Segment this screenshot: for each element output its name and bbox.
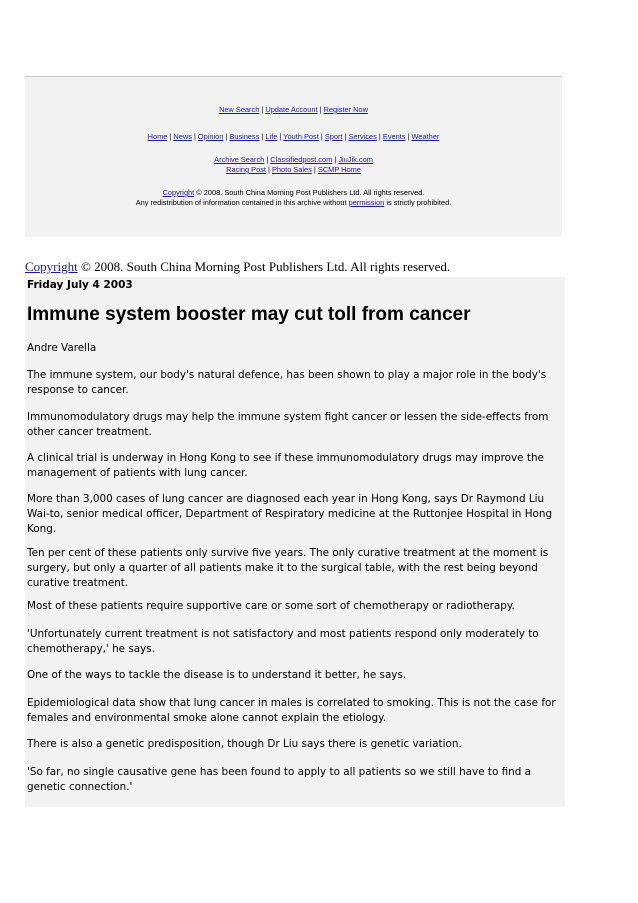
header-link-home[interactable]: Home xyxy=(147,132,168,141)
header-link-register-now[interactable]: Register Now xyxy=(323,105,368,114)
header-text: | xyxy=(376,132,383,141)
header-text: © 2008. South China Morning Post Publishers Ltd. All rights reserved. xyxy=(194,188,425,197)
header-text: | xyxy=(332,155,339,164)
header-text: | xyxy=(259,105,266,114)
header-link-racing-post[interactable]: Racing Post xyxy=(226,165,266,174)
header-link-archive-search[interactable]: Archive Search xyxy=(214,155,265,164)
header-text: | xyxy=(191,132,198,141)
article-date: Friday July 4 2003 xyxy=(27,279,133,291)
header-link-events[interactable]: Events xyxy=(382,132,406,141)
copyright-text: © 2008. South China Morning Post Publishers Ltd. All rights reserved. xyxy=(77,259,451,274)
byline: Andre Varella xyxy=(27,342,97,354)
header-link-youth-post[interactable]: Youth Post xyxy=(283,132,319,141)
article-headline: Immune system booster may cut toll from cancer xyxy=(27,304,471,325)
header-text: | xyxy=(167,132,174,141)
header-text: | xyxy=(342,132,349,141)
header-link-sport[interactable]: Sport xyxy=(324,132,343,141)
header-link-opinion[interactable]: Opinion xyxy=(197,132,224,141)
header-link-photo-sales[interactable]: Photo Sales xyxy=(272,165,312,174)
header-text: | xyxy=(318,132,325,141)
header-row-redistribution xyxy=(25,198,562,207)
header-row-archive xyxy=(25,155,562,164)
header-link-jiujik-com[interactable]: JiuJik.com xyxy=(338,155,373,164)
header-link-news[interactable]: News xyxy=(173,132,192,141)
paragraph: Ten per cent of these patients only survive five years. The only curative treatment at the moment is surgery, but only a quarter of all patients make it to the surgical table, with the rest being beyond curative treatment. xyxy=(27,547,549,589)
header-link-business[interactable]: Business xyxy=(229,132,260,141)
header-link-weather[interactable]: Weather xyxy=(411,132,440,141)
header-text: Any redistribution of information contained in this archive without xyxy=(135,198,349,207)
header-link-new-search[interactable]: New Search xyxy=(219,105,260,114)
header-text: | xyxy=(265,165,272,174)
paragraph: Most of these patients require supportive care or some sort of chemotherapy or radiotherapy. xyxy=(27,600,515,612)
header-text: | xyxy=(405,132,412,141)
header-row-copyright xyxy=(25,188,562,197)
header-link-scmp-home[interactable]: SCMP Home xyxy=(317,165,361,174)
article-body xyxy=(25,277,565,807)
copyright-link[interactable]: Copyright xyxy=(25,259,78,274)
header-link-classifiedpost-com[interactable]: Classifiedpost.com xyxy=(270,155,333,164)
paragraph: One of the ways to tackle the disease is to understand it better, he says. xyxy=(27,669,407,681)
header-text: | xyxy=(264,155,271,164)
header-text: | xyxy=(277,132,284,141)
header-link-update-account[interactable]: Update Account xyxy=(265,105,318,114)
copyright-notice xyxy=(25,259,450,275)
header-row-services xyxy=(25,165,562,174)
header-link-services[interactable]: Services xyxy=(348,132,377,141)
paragraph: More than 3,000 cases of lung cancer are diagnosed each year in Hong Kong, says Dr Raymond Liu Wai-to, senior medical officer, Department of Respiratory medicine at the Ruttonjee Hospital in Hong Kong. xyxy=(27,493,553,535)
paragraph: The immune system, our body's natural defence, has been shown to play a major role in the body's response to cancer. xyxy=(27,369,547,396)
paragraph: There is also a genetic predisposition, though Dr Liu says there is genetic variation. xyxy=(27,738,462,750)
archive-header xyxy=(25,76,562,237)
header-link-life[interactable]: Life xyxy=(265,132,278,141)
paragraph: 'Unfortunately current treatment is not satisfactory and most patients respond only moderately to chemotherapy,' he says. xyxy=(27,628,539,655)
header-link-copyright[interactable]: Copyright xyxy=(162,188,195,197)
paragraph: 'So far, no single causative gene has been found to apply to all patients so we still have to find a genetic connection.' xyxy=(27,766,532,793)
header-row-sections xyxy=(25,132,562,141)
header-text: | xyxy=(223,132,230,141)
paragraph: Epidemiological data show that lung cancer in males is correlated to smoking. This is not the case for females and environmental smoke alone cannot explain the etiology. xyxy=(27,697,556,724)
header-row-account xyxy=(25,105,562,114)
header-text: | xyxy=(259,132,266,141)
paragraph: A clinical trial is underway in Hong Kong to see if these immunomodulatory drugs may improve the management of patients with lung cancer. xyxy=(27,452,544,479)
header-text: is strictly prohibited. xyxy=(384,198,452,207)
header-link-permission[interactable]: permission xyxy=(348,198,385,207)
header-text: | xyxy=(311,165,318,174)
header-text: | xyxy=(317,105,324,114)
paragraph: Immunomodulatory drugs may help the immune system fight cancer or lessen the side-effects from other cancer treatment. xyxy=(27,411,549,438)
